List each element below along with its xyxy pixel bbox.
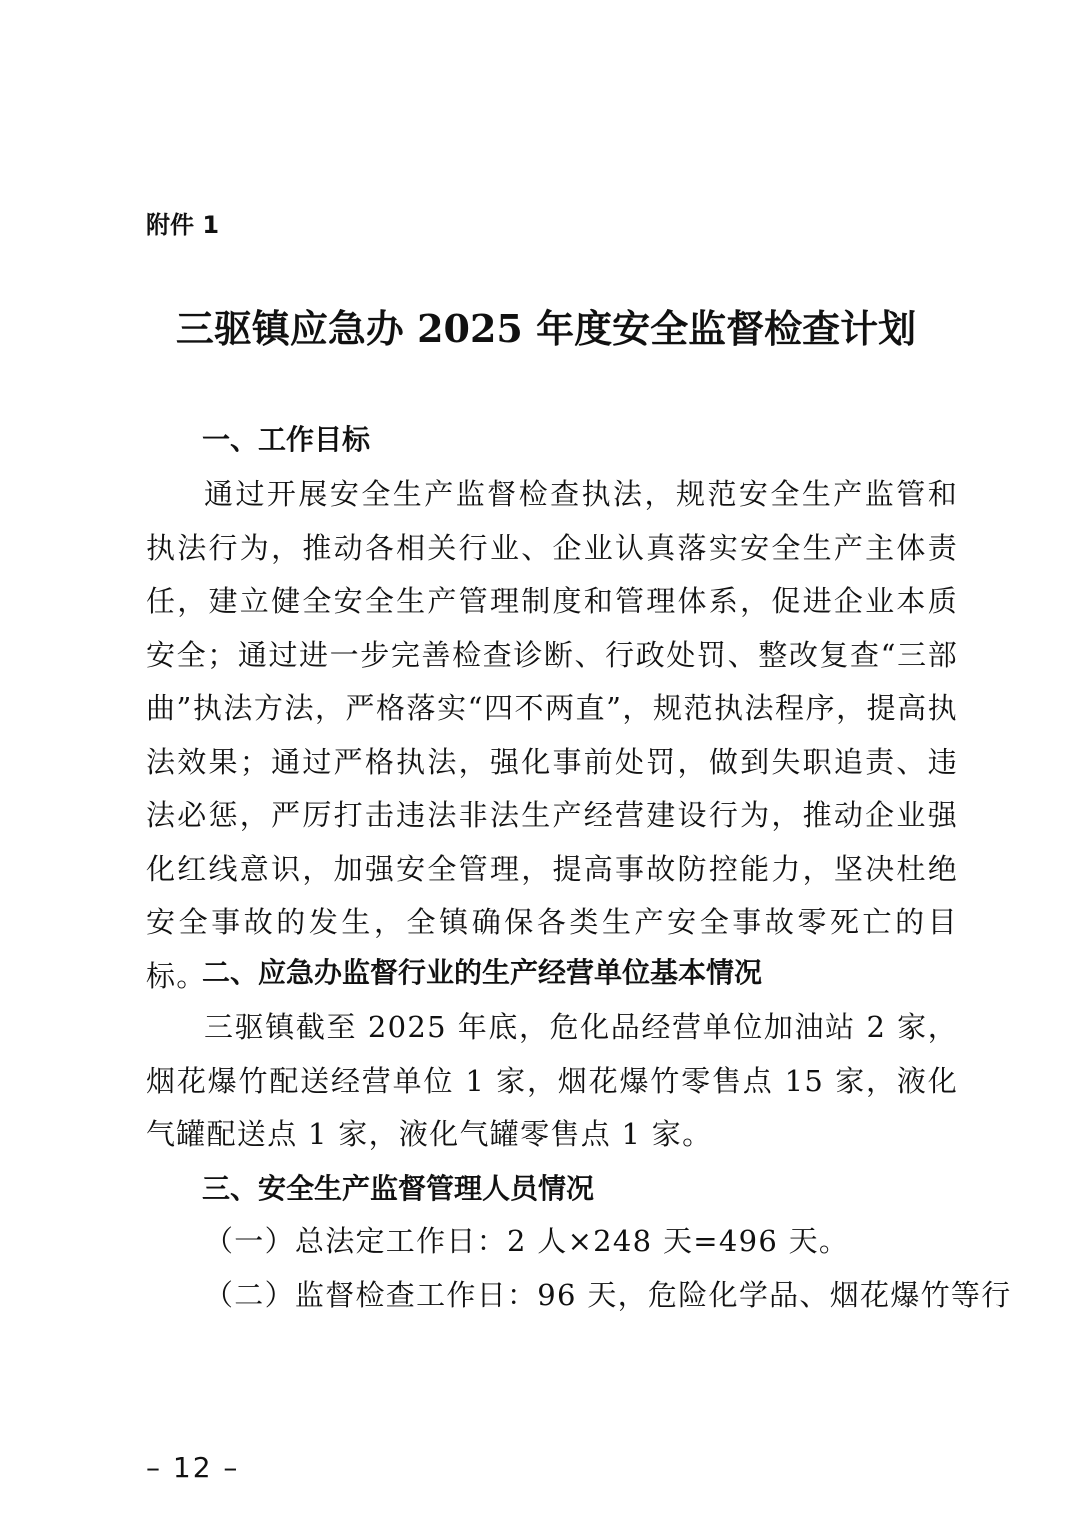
personnel-item-total-workdays: （一）总法定工作日：2 人×248 天=496 天。 (204, 1224, 850, 1258)
section-heading-goals: 一、工作目标 (202, 423, 371, 456)
personnel-item-inspection-workdays: （二）监督检查工作日：96 天，危险化学品、烟花爆竹等行 (204, 1278, 1012, 1312)
section-heading-units: 二、应急办监督行业的生产经营单位基本情况 (202, 956, 763, 989)
section-paragraph-units: 三驱镇截至 2025 年底，危化品经营单位加油站 2 家，烟花爆竹配送经营单位 1 家，烟花爆竹零售点 15 家，液化气罐配送点 1 家，液化气罐零售点 1 家。 (146, 1010, 958, 1151)
section-heading-personnel: 三、安全生产监督管理人员情况 (202, 1172, 595, 1205)
document-title: 三驱镇应急办 2025 年度安全监督检查计划 (175, 306, 917, 351)
attachment-label: 附件 1 (146, 211, 220, 239)
page-number: – 12 – (146, 1451, 240, 1484)
section-paragraph-goals: 通过开展安全生产监督检查执法，规范安全生产监管和执法行为，推动各相关行业、企业认真落实安全生产主体责任，建立健全安全生产管理制度和管理体系，促进企业本质安全；通过进一步完善检查诊断、行政处罚、整改复查“三部曲”执法方法，严格落实“四不两直”，规范执法程序，提高执法效果；通过严格执法，强化事前处罚，做到失职追责、违法必惩，严厉打击违法非法生产经营建设行为，推动企业强化红线意识，加强安全管理，提高事故防控能力，坚决杜绝安全事故的发生，全镇确保各类生产安全事故零死亡的目标。 (146, 477, 958, 993)
